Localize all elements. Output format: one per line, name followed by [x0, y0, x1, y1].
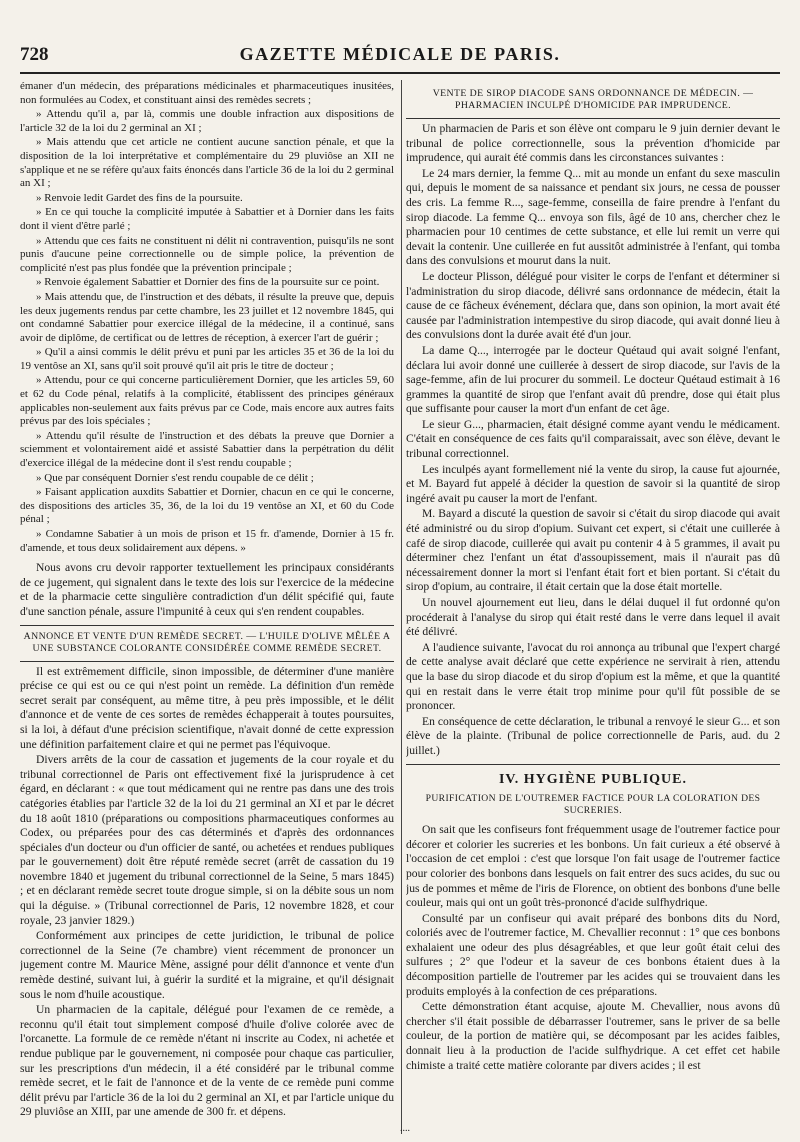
header-rule — [20, 72, 780, 74]
court-judgment — [20, 80, 394, 555]
paragraph: Le sieur G..., pharmacien, était désigné comme ayant vendu le médicament. C'était en conséquence de ces faits qu'il comparaissait, avec son élève, devant le tribunal correctionnel. — [406, 417, 780, 461]
section-rule — [406, 764, 780, 765]
paragraph: Le 24 mars dernier, la femme Q... mit au monde un enfant du sexe masculin qui, depuis le moment de sa naissance et pendant six jours, ne cessa de pousser des cris. La femme R..., sage-femme, conseilla de faire prendre à l'enfant du sirop diacode. La femme Q... envoya son fils, âgé de 10 ans, chercher chez le pharmacien pour 10 centimes de cette substance, et elle lui remit un verre qui devait la contenir. Une cuillerée en fut aussitôt administrée à l'enfant, qui tomba dans des convulsions et mourut dans la nuit. — [406, 166, 780, 268]
paragraph: » Renvoie également Sabattier et Dornier des fins de la poursuite sur ce point. — [36, 276, 380, 289]
paragraph: » Renvoie ledit Gardet des fins de la poursuite. — [36, 191, 243, 204]
paragraph: Consulté par un confiseur qui avait préparé des bonbons dits du Nord, coloriés avec de l'outremer factice, M. Chevallier reconnut : 1° que ces bonbons exhalaient une odeur des plus désagréables, et que leur goût était celui des sulfures ; 2° que l'odeur et la saveur de ces bonbons étaient dues à la décomposition partielle de l'outremer par les acides qui se trouvaient dans les produits employés à la confection de ces préparations. — [406, 911, 780, 998]
page-number: 728 — [20, 44, 49, 65]
running-title: GAZETTE MÉDICALE DE PARIS. — [239, 44, 561, 64]
paragraph: » Attendu qu'il a, par là, commis une double infraction aux dispositions de l'article 32 de la loi du 2 germinal an XI ; — [20, 108, 394, 134]
paragraph: » Attendu, pour ce qui concerne particulièrement Dornier, que les articles 59, 60 et 62 du Code pénal, relatifs à la complicité, établissent des principes généraux applicables non-seulement aux faits prévus par ce Code, mais encore aux autres faits prévus par des lois spéciales ; — [20, 374, 394, 428]
left-column — [20, 80, 394, 1134]
paragraph: » Attendu que ces faits ne constituent ni délit ni contravention, puisqu'ils ne sont punis d'aucune peine correctionnelle ou de simple police, la prévention de complicité n'est pas plus fondée que la prévention principale ; — [20, 234, 394, 274]
paragraph: Divers arrêts de la cour de cassation et jugements de la cour royale et du tribunal correctionnel de Paris ont effectivement fixé la jurisprudence à cet égard, en déclarant : « que tout médicament qui ne rentre pas dans une des trois catégories établies par l'article 32 de la loi du 21 germinal an XI et par le décret du 18 août 1810 (préparations ou compositions pharmaceutiques conformes au Codex, ou préparées pour des cas déterminés et d'après des ordonnances spéciales d'un docteur ou d'un officier de santé, ou achetées et rendues publiques par le gouvernement) doit être réputé remède secret (arrêt de cassation du 19 novembre 1840 et jugement du tribunal correctionnel de la Seine, 5 mars 1845) ; et en déclarant remède secret toute drogue simple, si on la débite sous un nom qui la déguise. » (Tribunal correctionnel de Paris, 12 novembre 1828, et cour royale, 23 janvier 1829.) — [20, 753, 394, 927]
paragraph: » Condamne Sabatier à un mois de prison et 15 fr. d'amende, Dornier à 15 fr. d'amende, et tous deux solidairement aux dépens. » — [20, 528, 394, 554]
footer-mark: .... — [400, 1123, 410, 1134]
paragraph: Cette démonstration étant acquise, ajoute M. Chevallier, nous avons dû chercher s'il était possible de débarrasser l'outremer, sans le priver de sa belle couleur, de la portion de matière qui, se décomposant par les acides faibles, donnait lieu à la production de l'acide sulfhydrique. A cet effet cet habile chimiste a traité cette matière colorante par divers acides ; il est — [406, 1000, 780, 1072]
paragraph: » Attendu qu'il résulte de l'instruction et des débats la preuve que Dornier a sciemment et volontairement aidé et assisté Sabattier dans la perpétration du délit d'exercice illégal de la médecine dont il s'est rendu coupable ; — [20, 429, 394, 470]
two-column-body — [20, 80, 780, 1134]
closing-paragraph: Nous avons cru devoir rapporter textuellement les principaux considérants de ce jugement, qui signalent dans le texte des lois sur l'exercice de la médecine et de la pharmacie cette singulière contradiction d'un délit spécifié qui, faute d'une sanction pénale, assure l'impunité à ceux qui s'en rendent coupables. — [20, 561, 394, 618]
section-rule — [406, 118, 780, 119]
right-column — [406, 80, 780, 1134]
section-rule — [20, 625, 394, 626]
paragraph: » Mais attendu que cet article ne contient aucune sanction pénale, et que la disposition de la loi interprétative et complémentaire du 29 pluviôse an XII ne s'applique et ne se réfère qu'aux faits énoncés dans l'article 36 de la loi du 2 germinal an XI ; — [20, 136, 394, 190]
paragraph: Le docteur Plisson, délégué pour visiter le corps de l'enfant et déterminer si l'administration du sirop diacode, délivré sans ordonnance de médecin, était la cause de ce fâcheux événement, déclara que, dans son opinion, la mort avait été causée par l'administration intempestive du sirop diacode, qui avait donné lieu à des convulsions dont la durée avait été d'un jour. — [406, 269, 780, 342]
paragraph: Un pharmacien de la capitale, délégué pour l'examen de ce remède, a reconnu qu'il était tout simplement composé d'huile d'olive colorée avec de l'orcanette. La formule de ce remède n'étant ni inscrite au Codex, ni achetée et rendue publique par le gouvernement, ni composée pour chaque cas particulier, sur les prescriptions d'un médecin, il a été considéré par le tribunal comme remède secret, et le fait de l'annonce et de la vente de ce remède puni comme délit prévu par l'article 36 de la loi du 2 germinal an XI, et par l'article unique du 29 pluviôse an XIII, par une amende de 300 fr. et dépens. — [20, 1003, 394, 1119]
section-rule — [20, 661, 394, 662]
paragraph: Les inculpés ayant formellement nié la vente du sirop, la cause fut ajournée, et M. Bayard fut appelé à décider la question de savoir si la quantité de sirop ingéré avait pu causer la mort de l'enfant. — [406, 462, 780, 505]
paragraph: A l'audience suivante, l'avocat du roi annonça au tribunal que l'expert chargé de cette analyse avait déclaré que cette expérience ne servirait à rien, attendu que la base du sirop diacode et du sirop d'opium est la même, et que la quantité qui en restait dans le verre était trop minime pour qu'il fût possible de se prononcer. — [406, 640, 780, 713]
paragraph: Conformément aux principes de cette juridiction, le tribunal de police correctionnel de la Seine (7e chambre) vient récemment de prononcer un jugement contre M. Maurice Mène, assigné pour délit d'annonce et vente d'un remède destiné, suivant lui, à guérir la surdité et la migraine, et qu'il désignait sous le nom d'huile acoustique. — [20, 929, 394, 1001]
paragraph: émaner d'un médecin, des préparations médicinales et pharmaceutiques inusitées, non formulées au Codex, et constituant ainsi des remèdes secrets ; — [20, 80, 394, 106]
section-title-remede-secret: ANNONCE ET VENTE D'UN REMÈDE SECRET. — L'HUILE D'OLIVE MÊLÉE A UNE SUBSTANCE COLORANTE CONSIDÉRÉE COMME REMÈDE SECRET. — [23, 630, 391, 654]
paragraph: » Que par conséquent Dornier s'est rendu coupable de ce délit ; — [36, 471, 314, 484]
column-divider — [401, 80, 402, 1134]
subsection-title-outremer: PURIFICATION DE L'OUTREMER FACTICE POUR LA COLORATION DES SUCRERIES. — [425, 793, 761, 817]
paragraph: Un nouvel ajournement eut lieu, dans le délai duquel il fut ordonné qu'on procéderait à l'analyse du sirop qui était resté dans le verre dans lequel il avait été délivré. — [406, 596, 780, 639]
paragraph: » Faisant application auxdits Sabattier et Dornier, chacun en ce qui le concerne, des dispositions des articles 35, 36, de la loi du 19 ventôse an XI, et 60 du Code pénal ; — [20, 486, 394, 526]
section-heading-hygiene: IV. HYGIÈNE PUBLIQUE. — [498, 771, 687, 787]
paragraph: La dame Q..., interrogée par le docteur Quétaud qui avait soigné l'enfant, déclara lui avoir donné une cuillerée à dessert de sirop diacode, sur l'avis de la sage-femme, afin de lui procurer du sommeil. Le docteur Quétaud estimait à 16 grammes la quantité de sirop que l'enfant avait dû prendre, dose qui était plus que suffisante pour causer la mort d'un enfant de cet âge. — [406, 343, 780, 416]
page-header — [20, 44, 780, 70]
paragraph: En conséquence de cette déclaration, le tribunal a renvoyé le sieur G... et son élève de la plainte. (Tribunal de police correctionnelle de Paris, aud. du 2 juillet.) — [406, 714, 780, 757]
section-title-sirop-diacode: VENTE DE SIROP DIACODE SANS ORDONNANCE DE MÉDECIN. — PHARMACIEN INCULPÉ D'HOMICIDE PAR IMPRUDENCE. — [432, 88, 754, 111]
paragraph: Il est extrêmement difficile, sinon impossible, de déterminer d'une manière précise ce qui est ou ce qui n'est point un remède. La définition d'un remède secret serait par conséquent, au même titre, à peu près impossible, et le délit d'annonce et de vente de ces sortes de remèdes échapperait à toutes poursuites, si la loi, à défaut d'une précision scientifique, n'avait donné de cette expression une définition parfaitement claire et qui ne permet pas l'équivoque. — [20, 664, 394, 751]
paragraph: » Qu'il a ainsi commis le délit prévu et puni par les articles 35 et 36 de la loi du 19 ventôse an XI, sans qu'il soit prouvé qu'il ait pris le titre de docteur ; — [20, 346, 394, 372]
paragraph: M. Bayard a discuté la question de savoir si c'était du sirop diacode qui avait été administré ou du sirop d'opium. Suivant cet expert, si c'était une cuillerée à café de sirop diacode, cuillerée qui avait pu contenir 4 à 5 grammes, il avait pu déterminer chez l'enfant un état d'assoupissement, mais il n'aurait pas dû nécessairement donner la mort si l'enfant était fort et bien portant. Si c'était du sirop d'opium, au contraire, il était certain que la dose était mortelle. — [406, 507, 780, 594]
paragraph: Un pharmacien de Paris et son élève ont comparu le 9 juin dernier devant le tribunal de police correctionnelle, sous la prévention d'homicide par imprudence, qui aurait été commis dans les circonstances suivantes : — [406, 122, 780, 165]
paragraph: On sait que les confiseurs font fréquemment usage de l'outremer factice pour décorer et colorier les sucreries et les bonbons. Un fait curieux a été observé à l'occasion de cet emploi : c'est que lorsque l'on fait usage de l'outremer factice pour colorier des bonbons dans lesquels on fait entrer des sucs acides, du suc ou jus de pommes et même de l'iris de Florence, on obtient des bonbons d'une belle couleur, mais qui ont un goût très-prononcé d'acide sulfhydrique. — [406, 823, 780, 910]
paragraph: » Mais attendu que, de l'instruction et des débats, il résulte la preuve que, depuis les deux jugements rendus par cette chambre, les 23 juillet et 12 novembre 1845, qui ont condamné Sabattier pour exercice illégal de la médecine, il a continué, sans avoir de diplôme, de certificat ou de lettres de réception, à exercer l'art de guérir ; — [20, 290, 394, 344]
paragraph: » En ce qui touche la complicité imputée à Sabattier et à Dornier dans les faits dont il vient d'être parlé ; — [20, 206, 394, 232]
